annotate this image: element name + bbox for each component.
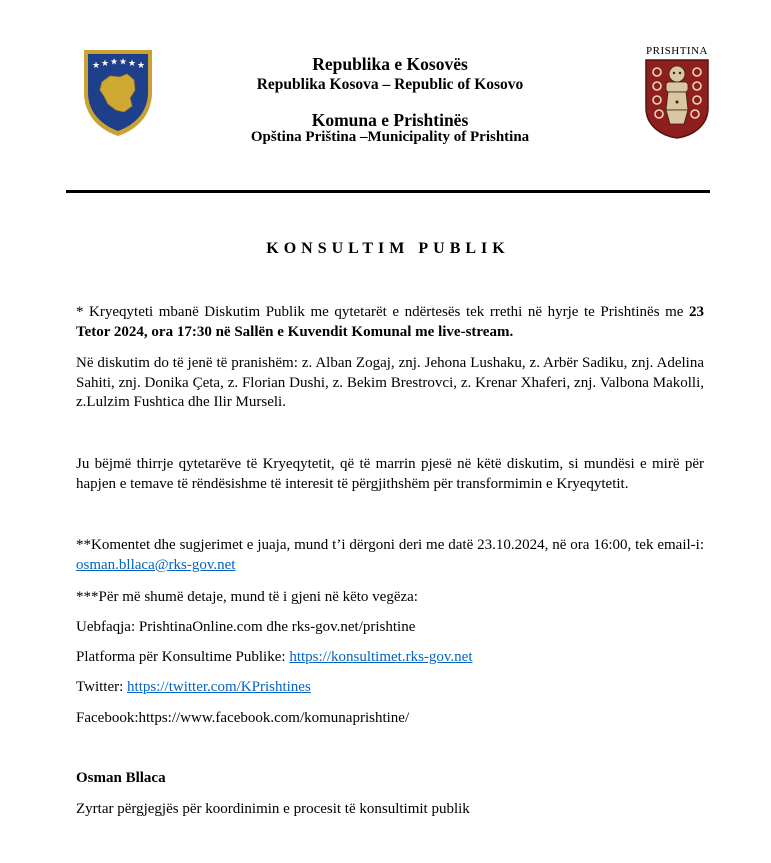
header-country-translations: Republika Kosova – Republic of Kosovo	[256, 76, 524, 93]
prishtina-logo-label: PRISHTINA	[646, 45, 708, 57]
comments-text: **Komentet dhe sugjerimet e juaja, mund t’i dërgoni deri me datë 23.10.2024, në ora 16:00, tek email-i:	[76, 537, 704, 553]
header-country-name: Republika e Kosovës	[312, 54, 468, 74]
comments-email-link[interactable]: osman.bllaca@rks-gov.net	[76, 556, 236, 573]
twitter-label: Twitter:	[76, 679, 128, 695]
platform-line	[76, 648, 704, 668]
announcement-paragraph	[76, 303, 704, 342]
svg-text:★: ★	[110, 57, 119, 68]
website-line: Uebfaqja: PrishtinaOnline.com dhe rks-gov.net/prishtine	[76, 619, 416, 635]
svg-text:★: ★	[119, 57, 128, 68]
facebook-line: Facebook:https://www.facebook.com/komunaprishtine/	[76, 710, 410, 726]
svg-text:★: ★	[101, 59, 110, 69]
svg-text:★: ★	[128, 59, 137, 69]
twitter-line	[76, 678, 704, 698]
header-divider	[66, 190, 710, 193]
platform-label: Platforma për Konsultime Publike:	[76, 649, 290, 665]
details-intro: ***Për më shumë detaje, mund të i gjeni në këto vegëza:	[76, 589, 418, 605]
svg-text:★: ★	[92, 61, 101, 71]
svg-text:★: ★	[137, 61, 146, 71]
comments-paragraph	[76, 536, 704, 575]
participants-paragraph: Në diskutim do të jenë të pranishëm: z. Alban Zogaj, znj. Jehona Lushaku, z. Arbër Sadiku, znj. Adelina Sahiti, znj. Donika Çeta, z. Florian Dushi, z. Bekim Brestrovci, z. Krenar Xhaferi, znj. Valbona Makolli, z.Lulzim Fushtica dhe Ilir Murseli.	[76, 355, 704, 410]
kosovo-coat-of-arms-icon	[80, 46, 156, 138]
prishtina-coat-of-arms-icon	[644, 58, 710, 140]
announcement-datetime: 23 Tetor 2024, ora 17:30 në Sallën e Kuvendit Komunal me live-stream.	[76, 304, 704, 340]
signatory-role: Zyrtar përgjegjës për koordinimin e procesit të konsultimit publik	[76, 801, 470, 817]
header-municipality-translations: Opština Priština –Municipality of Prishtina	[250, 129, 530, 145]
document-title: KONSULTIM PUBLIK	[266, 240, 510, 257]
twitter-link[interactable]: https://twitter.com/KPrishtines	[127, 679, 311, 695]
signatory-name: Osman Bllaca	[76, 770, 166, 786]
announcement-text: * Kryeqyteti mbanë Diskutim Publik me qytetarët e ndërtesës tek rrethi në hyrje te Prishtinës me	[76, 304, 689, 320]
header-municipality-name: Komuna e Prishtinës	[311, 110, 469, 130]
invitation-paragraph: Ju bëjmë thirrje qytetarëve të Kryeqytetit, që të marrin pjesë në këtë diskutim, si mundësi e mirë për hapjen e temave të rëndësishme të interesit të përgjithshëm për transformimin e Kryeqytetit.	[76, 456, 704, 492]
platform-link[interactable]: https://konsultimet.rks-gov.net	[289, 649, 473, 665]
